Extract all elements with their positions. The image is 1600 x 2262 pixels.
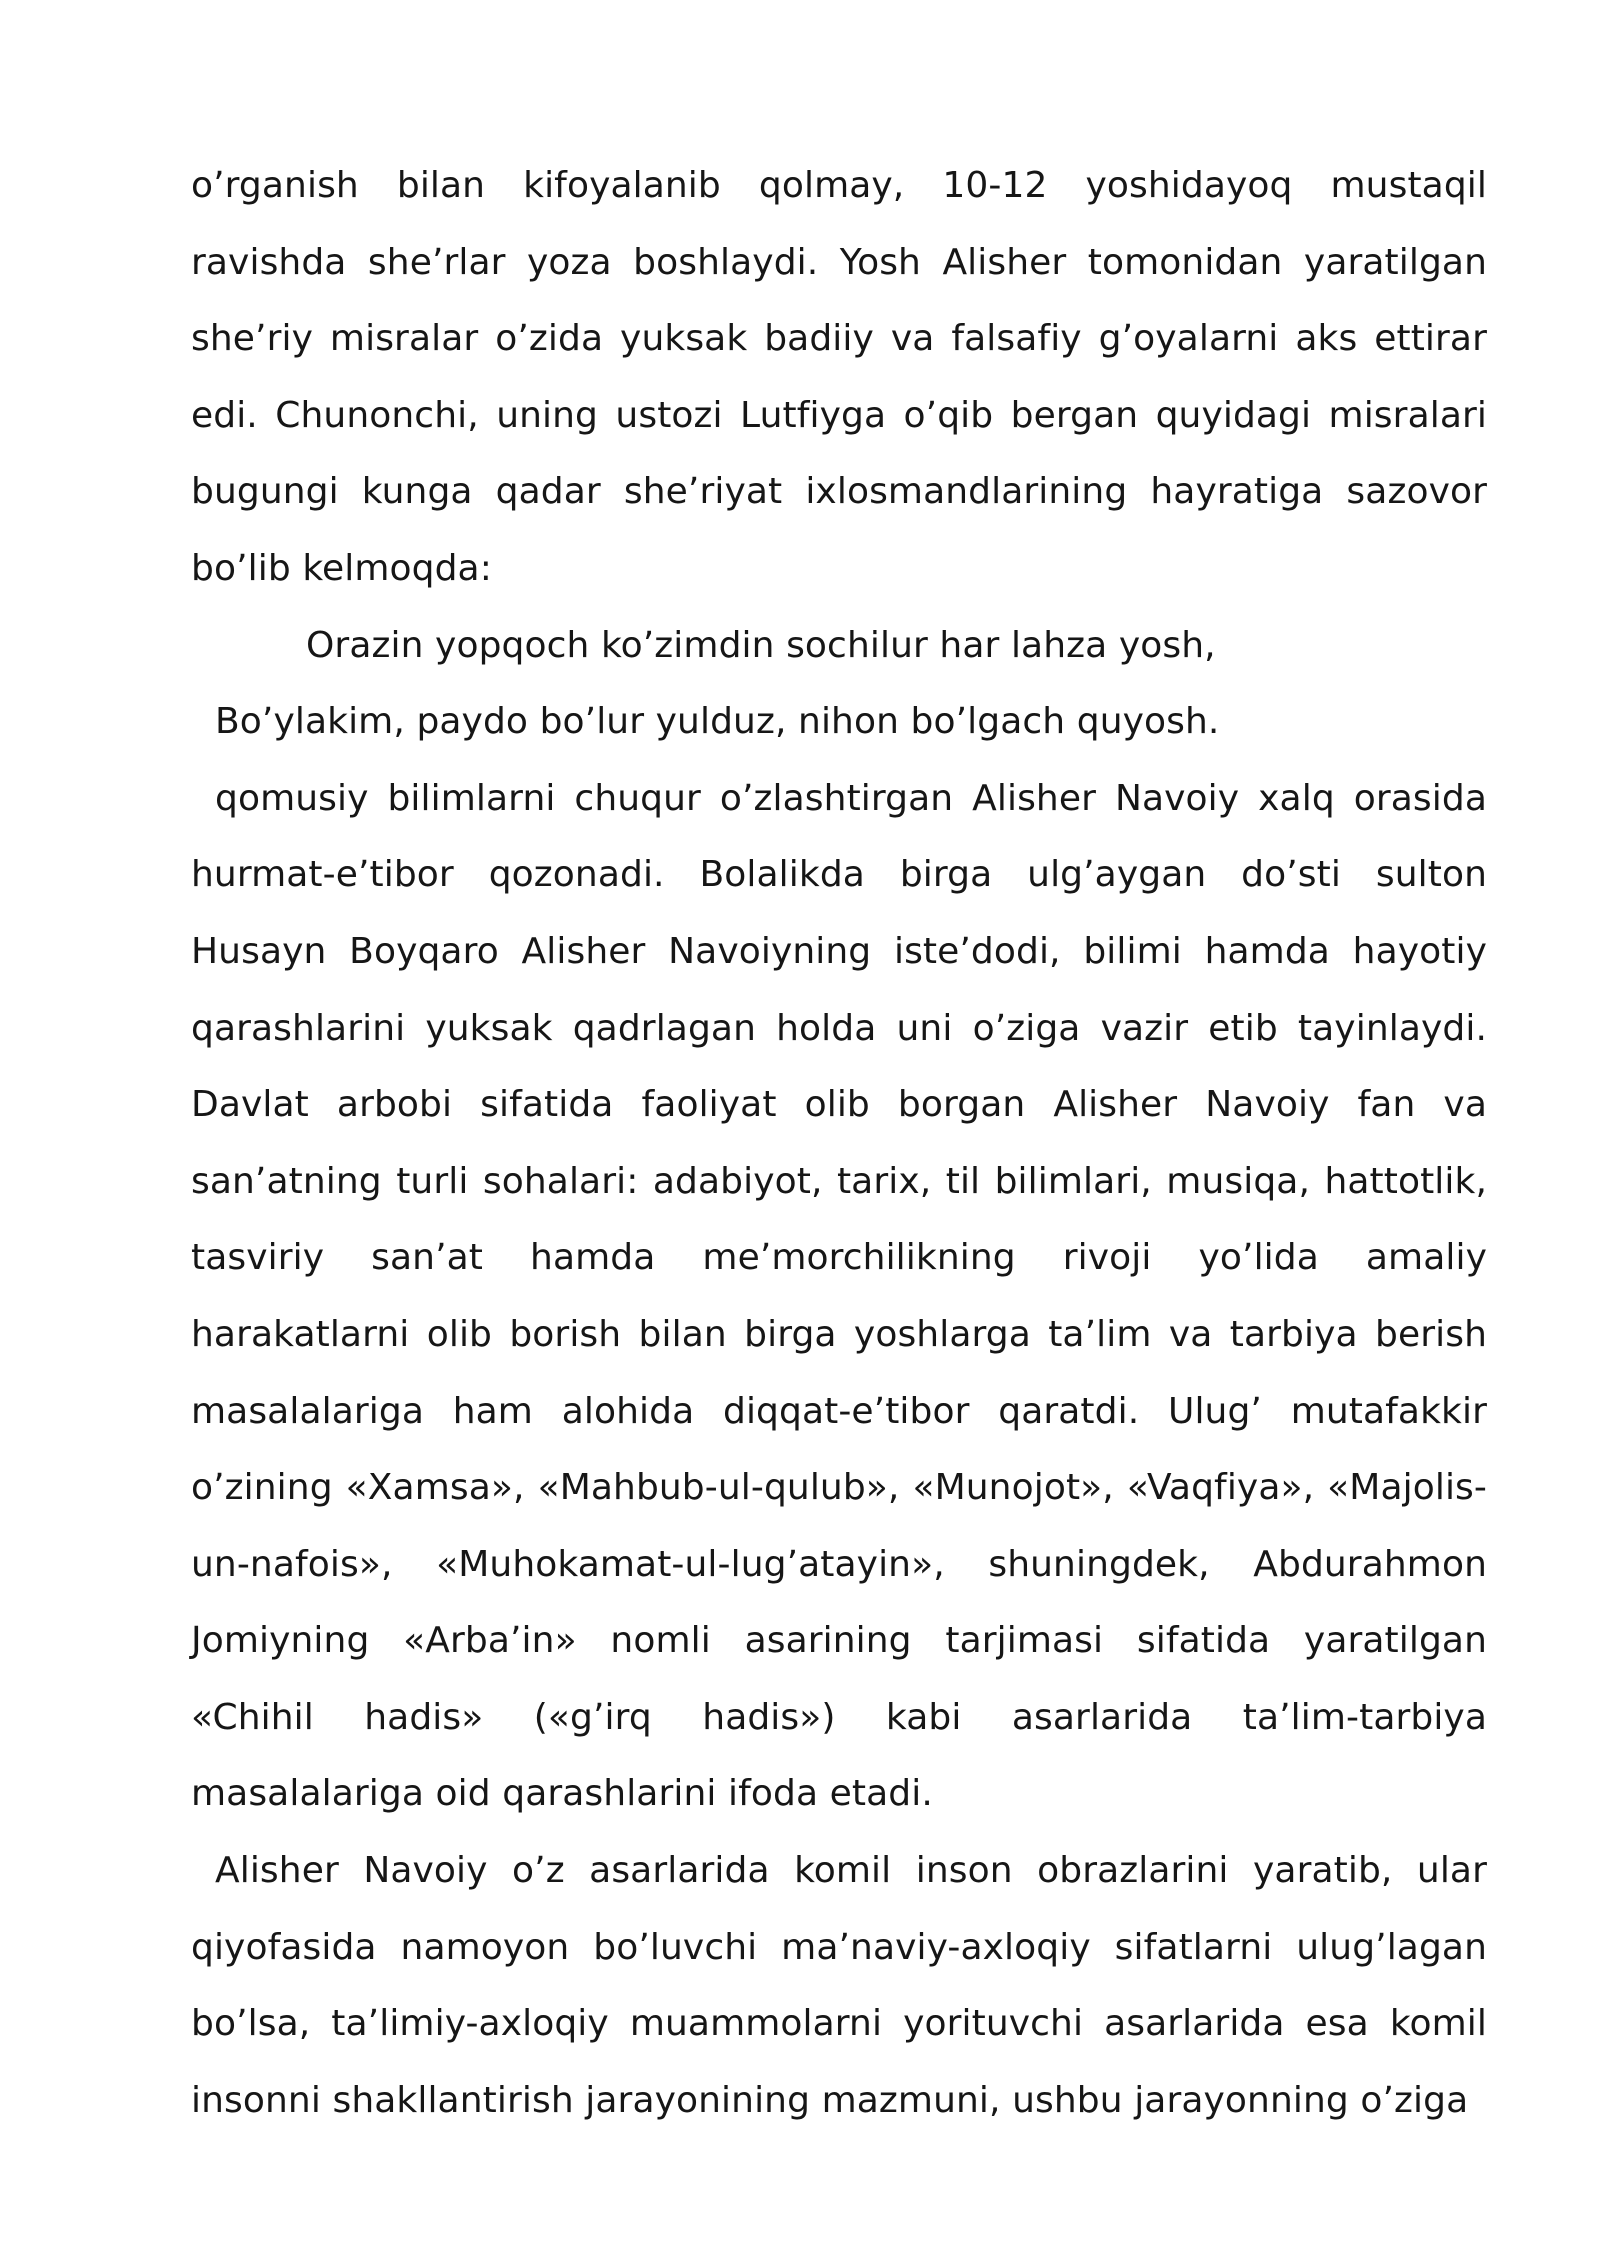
verse-line-1: Orazin yopqoch ko’zimdin sochilur har lahza yosh,	[306, 624, 1216, 666]
paragraph-navoiy-works: qomusiy bilimlarni chuqur o’zlashtirgan Alisher Navoiy xalq orasida hurmat-e’tibor qozonadi. Bolalikda birga ulg’aygan do’sti sulton Husayn Boyqaro Alisher Navoiyning iste’dodi, bilimi hamda hayotiy qarashlarini yuksak qadrlagan holda uni o’ziga vazir etib tayinlaydi. Davlat arbobi sifatida faoliyat olib borgan Alisher Navoiy fan va san’atning turli sohalari: adabiyot, tarix, til bilimlari, musiqa, hattotlik, tasviriy san’at hamda me’morchilikning rivoji yo’lida amaliy harakatlarni olib borish bilan birga yoshlarga ta’lim va tarbiya berish masalalariga ham alohida diqqat-e’tibor qaratdi. Ulug’ mutafakkir o’zining «Xamsa», «Mahbub-ul-qulub», «Munojot», «Vaqfiya», «Majolis-un-nafois», «Muhokamat-ul-lug’atayin», shuningdek, Abdurahmon Jomiyning «Arba’in» nomli asarining tarjimasi sifatida yaratilgan «Chihil hadis» («g’irq hadis») kabi asarlarida ta’lim-tarbiya masalalariga oid qarashlarini ifoda etadi.	[191, 777, 1487, 1815]
body-text	[191, 148, 1487, 2139]
verse-line-2: Bo’ylakim, paydo bo’lur yulduz, nihon bo’lgach quyosh.	[215, 701, 1220, 743]
paragraph-komil-inson: Alisher Navoiy o’z asarlarida komil inson obrazlarini yaratib, ular qiyofasida namoyon bo’luvchi ma’naviy-axloqiy sifatlarni ulug’lagan bo’lsa, ta’limiy-axloqiy muammolarni yorituvchi asarlarida esa komil insonni shakllantirish jarayonining mazmuni, ushbu jarayonning o’ziga	[191, 1850, 1487, 2121]
paragraph-continued: o’rganish bilan kifoyalanib qolmay, 10-12 yoshidayoq mustaqil ravishda she’rlar yoza boshlaydi. Yosh Alisher tomonidan yaratilgan she’riy misralar o’zida yuksak badiiy va falsafiy g’oyalarni aks ettirar edi. Chunonchi, uning ustozi Lutfiyga o’qib bergan quyidagi misralari bugungi kunga qadar she’riyat ixlosmandlarining hayratiga sazovor bo’lib kelmoqda:	[191, 165, 1487, 589]
